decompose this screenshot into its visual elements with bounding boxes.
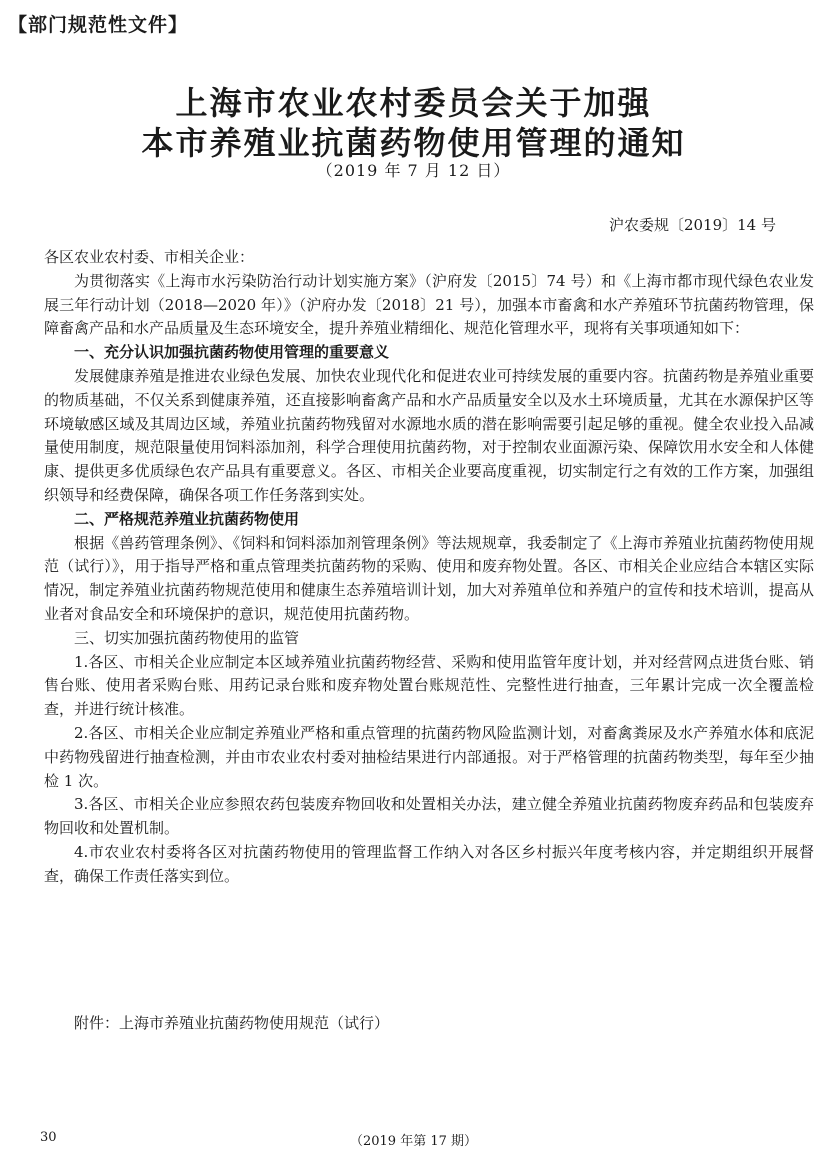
document-title-line-1: 上海市农业农村委员会关于加强 [175, 84, 652, 122]
section-2-heading: 二、严格规范养殖业抗菌药物使用 [74, 509, 300, 528]
document-number: 沪农委规〔2019〕14 号 [608, 216, 776, 234]
section-2-paragraph: 根据《兽药管理条例》、《饲料和饲料添加剂管理条例》等法规规章，我委制定了《上海市养殖业抗菌药物使用规范（试行）》，用于指导严格和重点管理类抗菌药物的采购、使用和废弃物处置。各区、市相关企业应结合本辖区实际情况，制定养殖业抗菌药物规范使用和健康生态养殖培训计划，加大对养殖单位和养殖户的宣传和技术培训，提高从业者对食品安全和环境保护的意识，规范使用抗菌药物。 [44, 533, 814, 623]
section-3-item-2: 2.各区、市相关企业应制定养殖业严格和重点管理的抗菌药物风险监测计划，对畜禽粪尿及水产养殖水体和底泥中药物残留进行抽查检测，并由市农业农村委对抽检结果进行内部通报。对于严格管理的抗菌药物类型，每年至少抽检 1 次。 [44, 723, 814, 790]
page-number: 30 [40, 1130, 57, 1145]
attachment-note: 附件：上海市养殖业抗菌药物使用规范（试行） [74, 1014, 390, 1032]
document-category-label: 【部门规范性文件】 [8, 14, 189, 36]
intro-paragraph: 为贯彻落实《上海市水污染防治行动计划实施方案》（沪府发〔2015〕74 号）和《上海市都市现代绿色农业发展三年行动计划（2018—2020 年）》（沪府办发〔2018〕21 号），加强本市畜禽和水产养殖环节抗菌药物管理，保障畜禽产品和水产品质量及生态环境安全，提升养殖业精细化、规范化管理水平，现将有关事项通知如下： [44, 271, 814, 338]
section-3-item-4: 4.市农业农村委将各区对抗菌药物使用的管理监督工作纳入对各区乡村振兴年度考核内容，并定期组织开展督查，确保工作责任落实到位。 [44, 842, 814, 885]
section-1-paragraph: 发展健康养殖是推进农业绿色发展、加快农业现代化和促进农业可持续发展的重要内容。抗菌药物是养殖业重要的物质基础，不仅关系到健康养殖，还直接影响畜禽产品和水产品质量安全以及水土环境质量，尤其在水源保护区等环境敏感区域及其周边区域，养殖业抗菌药物残留对水源地水质的潜在影响需要引起足够的重视。健全农业投入品减量使用制度，规范限量使用饲料添加剂，科学合理使用抗菌药物，对于控制农业面源污染、保障饮用水安全和人体健康、提供更多优质绿色农产品具有重要意义。各区、市相关企业要高度重视，切实制定行之有效的工作方案，加强组织领导和经费保障，确保各项工作任务落到实处。 [44, 366, 814, 504]
section-1-heading: 一、充分认识加强抗菌药物使用管理的重要意义 [74, 343, 390, 362]
salutation: 各区农业农村委、市相关企业： [44, 248, 255, 266]
document-body [44, 246, 814, 889]
document-date: （2019 年 7 月 12 日） [316, 161, 511, 180]
section-3-item-3: 3.各区、市相关企业应参照农药包装废弃物回收和处置相关办法，建立健全养殖业抗菌药物废弃药品和包装废弃物回收和处置机制。 [44, 795, 814, 838]
section-3-item-1: 1.各区、市相关企业应制定本区域养殖业抗菌药物经营、采购和使用监管年度计划，并对经营网点进货台账、销售台账、使用者采购台账、用药记录台账和废弃物处置台账规范性、完整性进行抽查，三年累计完成一次全覆盖检查，并进行统计核准。 [44, 652, 814, 719]
document-title-line-2: 本市养殖业抗菌药物使用管理的通知 [141, 124, 686, 162]
section-3-heading: 三、切实加强抗菌药物使用的监管 [74, 628, 300, 647]
issue-label: （2019 年第 17 期） [349, 1134, 478, 1149]
